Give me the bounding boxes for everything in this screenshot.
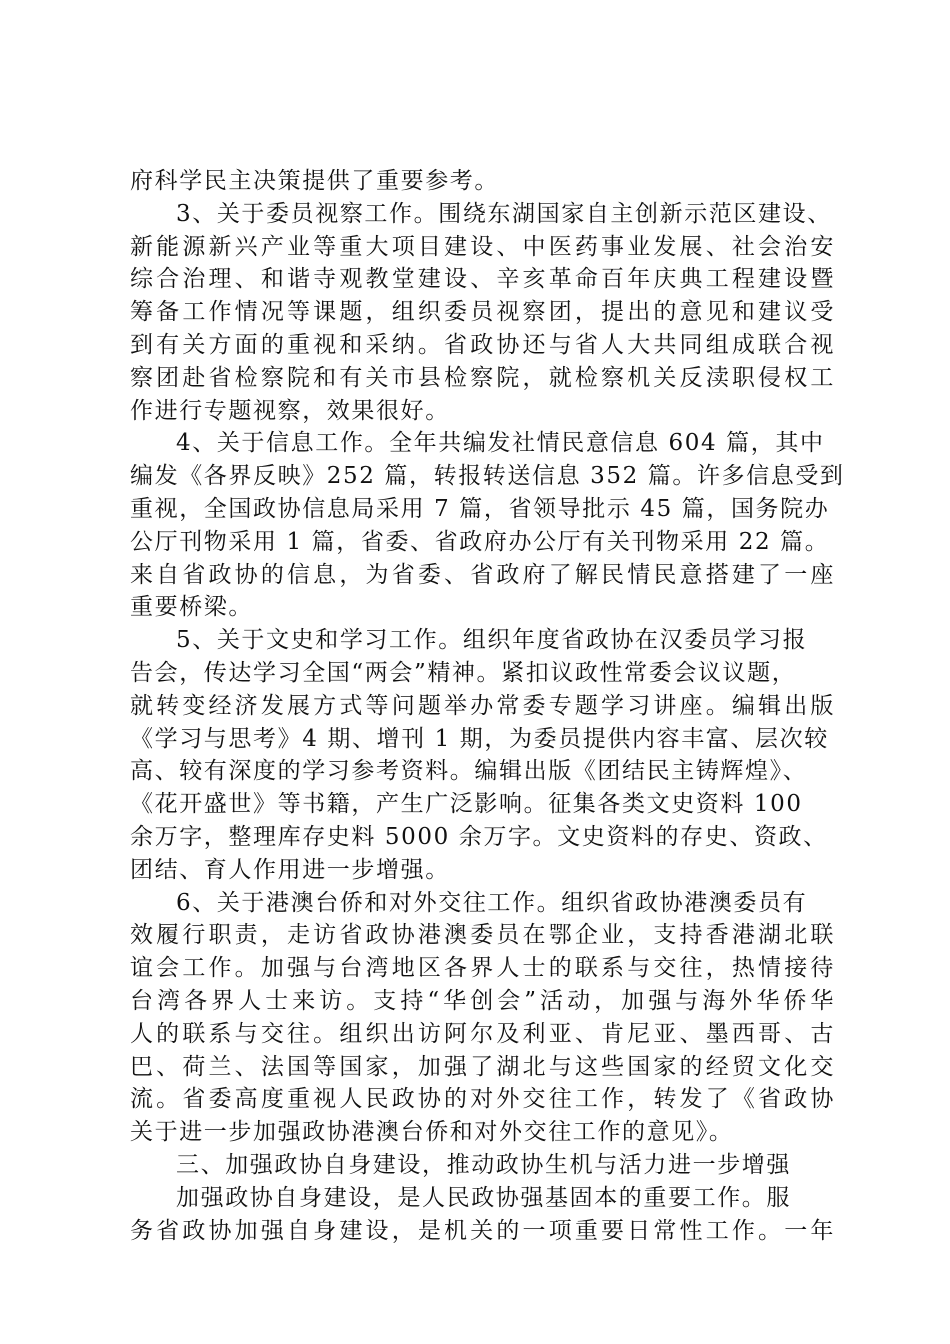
paragraph-line: 告会，传达学习全国“两会”精神。紧扣议政性常委会议议题， <box>130 659 797 686</box>
paragraph-line: 重要桥梁。 <box>130 594 253 621</box>
paragraph-line: 《花开盛世》等书籍，产生广泛影响。征集各类文史资料 100 <box>130 791 803 818</box>
body-text <box>130 165 845 1247</box>
paragraph-line: 综合治理、和谐寺观教堂建设、辛亥革命百年庆典工程建设暨 <box>130 266 835 293</box>
paragraph-line: 团结、育人作用进一步增强。 <box>130 856 450 883</box>
paragraph-line: 谊会工作。加强与台湾地区各界人士的联系与交往，热情接待 <box>130 955 835 982</box>
paragraph-line: 到有关方面的重视和采纳。省政协还与省人大共同组成联合视 <box>130 331 835 358</box>
paragraph-line: 就转变经济发展方式等问题举办常委专题学习讲座。编辑出版 <box>130 692 835 719</box>
paragraph-line: 筹备工作情况等课题，组织委员视察团，提出的意见和建议受 <box>130 299 835 326</box>
paragraph-line: 流。省委高度重视人民政协的对外交往工作，转发了《省政协 <box>130 1086 835 1113</box>
paragraph-line: 来自省政协的信息，为省委、省政府了解民情民意搭建了一座 <box>130 561 835 588</box>
paragraph-line: 《学习与思考》4 期、增刊 1 期，为委员提供内容丰富、层次较 <box>130 725 829 752</box>
paragraph-line: 余万字，整理库存史料 5000 余万字。文史资料的存史、资政、 <box>130 823 828 850</box>
paragraph-line: 4、关于信息工作。全年共编发社情民意信息 604 篇，其中 <box>176 430 825 457</box>
paragraph-line: 加强政协自身建设，是人民政协强基固本的重要工作。服 <box>176 1184 791 1211</box>
paragraph-line: 务省政协加强自身建设，是机关的一项重要日常性工作。一年 <box>130 1217 835 1244</box>
paragraph-line: 6、关于港澳台侨和对外交往工作。组织省政协港澳委员有 <box>176 889 808 916</box>
paragraph-line: 府科学民主决策提供了重要参考。 <box>130 168 499 194</box>
paragraph-line: 5、关于文史和学习工作。组织年度省政协在汉委员学习报 <box>176 627 808 654</box>
paragraph-line: 台湾各界人士来访。支持“华创会”活动，加强与海外华侨华 <box>130 987 835 1014</box>
paragraph-line: 关于进一步加强政协港澳台侨和对外交往工作的意见》。 <box>130 1119 734 1146</box>
paragraph-line: 人的联系与交往。组织出访阿尔及利亚、肯尼亚、墨西哥、古 <box>130 1020 835 1047</box>
paragraph-line: 察团赴省检察院和有关市县检察院，就检察机关反渎职侵权工 <box>130 364 835 391</box>
paragraph-line: 公厅刊物采用 1 篇，省委、省政府办公厅有关刊物采用 22 篇。 <box>130 528 830 555</box>
paragraph-line: 重视，全国政协信息局采用 7 篇，省领导批示 45 篇，国务院办 <box>130 495 830 522</box>
section-heading: 三、加强政协自身建设，推动政协生机与活力进一步增强 <box>176 1151 791 1178</box>
paragraph-line: 编发《各界反映》252 篇，转报转送信息 352 篇。许多信息受到 <box>130 463 845 490</box>
paragraph-line: 巴、荷兰、法国等国家，加强了湖北与这些国家的经贸文化交 <box>130 1053 835 1080</box>
paragraph-line: 3、关于委员视察工作。围绕东湖国家自主创新示范区建设、 <box>176 200 832 227</box>
paragraph-line: 高、较有深度的学习参考资料。编辑出版《团结民主铸辉煌》、 <box>130 758 808 785</box>
paragraph-line: 效履行职责，走访省政协港澳委员在鄂企业，支持香港湖北联 <box>130 922 835 949</box>
paragraph-line: 作进行专题视察，效果很好。 <box>130 397 450 424</box>
paragraph-line: 新能源新兴产业等重大项目建设、中医药事业发展、社会治安 <box>130 233 835 260</box>
